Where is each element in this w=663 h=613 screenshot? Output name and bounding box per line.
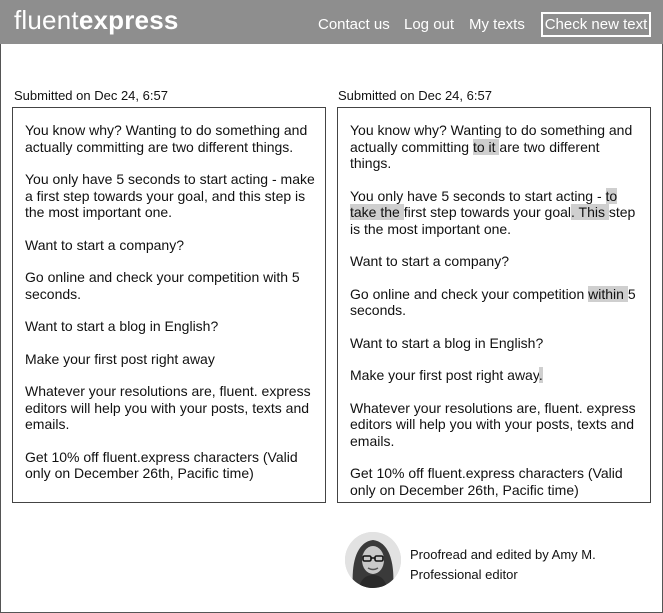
editor-photo-icon xyxy=(345,532,401,588)
edit-highlight: . xyxy=(538,367,543,383)
edited-text: first step towards your goal xyxy=(403,204,571,220)
original-paragraph: Get 10% off fluent.express characters (Valid only on December 26th, Pacific time) xyxy=(25,448,298,481)
nav-contact-us[interactable]: Contact us xyxy=(318,16,390,33)
original-paragraph: Make your first post right away xyxy=(25,350,215,367)
original-paragraph: Want to start a blog in English? xyxy=(25,318,219,334)
edited-paragraph xyxy=(350,188,640,238)
logo-light-text: fluent xyxy=(14,5,79,35)
original-submitted-date: Submitted on Dec 24, 6:57 xyxy=(14,88,168,103)
editor-avatar xyxy=(345,532,401,588)
logo[interactable] xyxy=(14,5,179,36)
edit-highlight: to it xyxy=(472,138,500,155)
edit-highlight: . This xyxy=(571,204,609,220)
edited-text: You only have 5 seconds to start acting - xyxy=(350,187,606,204)
editor-credit: Proofread and edited by Amy M. xyxy=(410,547,596,562)
edited-paragraph xyxy=(350,286,640,319)
edited-text: 5 seconds. xyxy=(350,285,636,318)
edited-paragraph: Whatever your resolutions are, fluent. express editors will help you with your posts, texts and emails. xyxy=(350,399,636,449)
edit-highlight: within xyxy=(588,285,628,302)
original-text-box xyxy=(12,107,326,503)
check-new-text-button[interactable]: Check new text xyxy=(541,12,651,37)
edited-paragraph: Want to start a company? xyxy=(350,253,509,269)
editor-title: Professional editor xyxy=(410,567,518,582)
edited-paragraph: Want to start a blog in English? xyxy=(350,334,544,351)
edited-paragraph xyxy=(350,122,640,172)
original-paragraph: You only have 5 seconds to start acting - make a first step towards your goal, and this step is the most important one. xyxy=(25,171,315,220)
edited-text: step is the most important one. xyxy=(350,204,636,237)
nav-log-out[interactable]: Log out xyxy=(404,16,455,33)
edited-paragraph: Get 10% off fluent.express characters (Valid only on December 26th, Pacific time) xyxy=(350,465,623,498)
edited-text: You know why? Wanting to do something and actually committing xyxy=(350,122,633,155)
original-paragraph: Want to start a company? xyxy=(25,236,184,253)
original-paragraph: You know why? Wanting to do something and actually committing are two different things. xyxy=(25,122,308,155)
edited-text: Make your first post right away xyxy=(350,367,539,383)
edited-text: Go online and check your competition xyxy=(350,285,589,302)
edited-paragraph xyxy=(350,367,640,384)
nav-my-texts[interactable]: My texts xyxy=(469,16,525,33)
original-paragraph: Whatever your resolutions are, fluent. express editors will help you with your posts, texts and emails. xyxy=(25,383,311,432)
edited-text-box xyxy=(337,107,651,503)
edit-highlight: to take the xyxy=(350,187,618,220)
original-paragraph: Go online and check your competition with 5 seconds. xyxy=(25,269,300,302)
logo-bold-text: express xyxy=(78,5,179,35)
edited-text: are two different things. xyxy=(350,138,600,171)
edited-submitted-date: Submitted on Dec 24, 6:57 xyxy=(338,88,492,103)
top-bar xyxy=(0,0,663,44)
